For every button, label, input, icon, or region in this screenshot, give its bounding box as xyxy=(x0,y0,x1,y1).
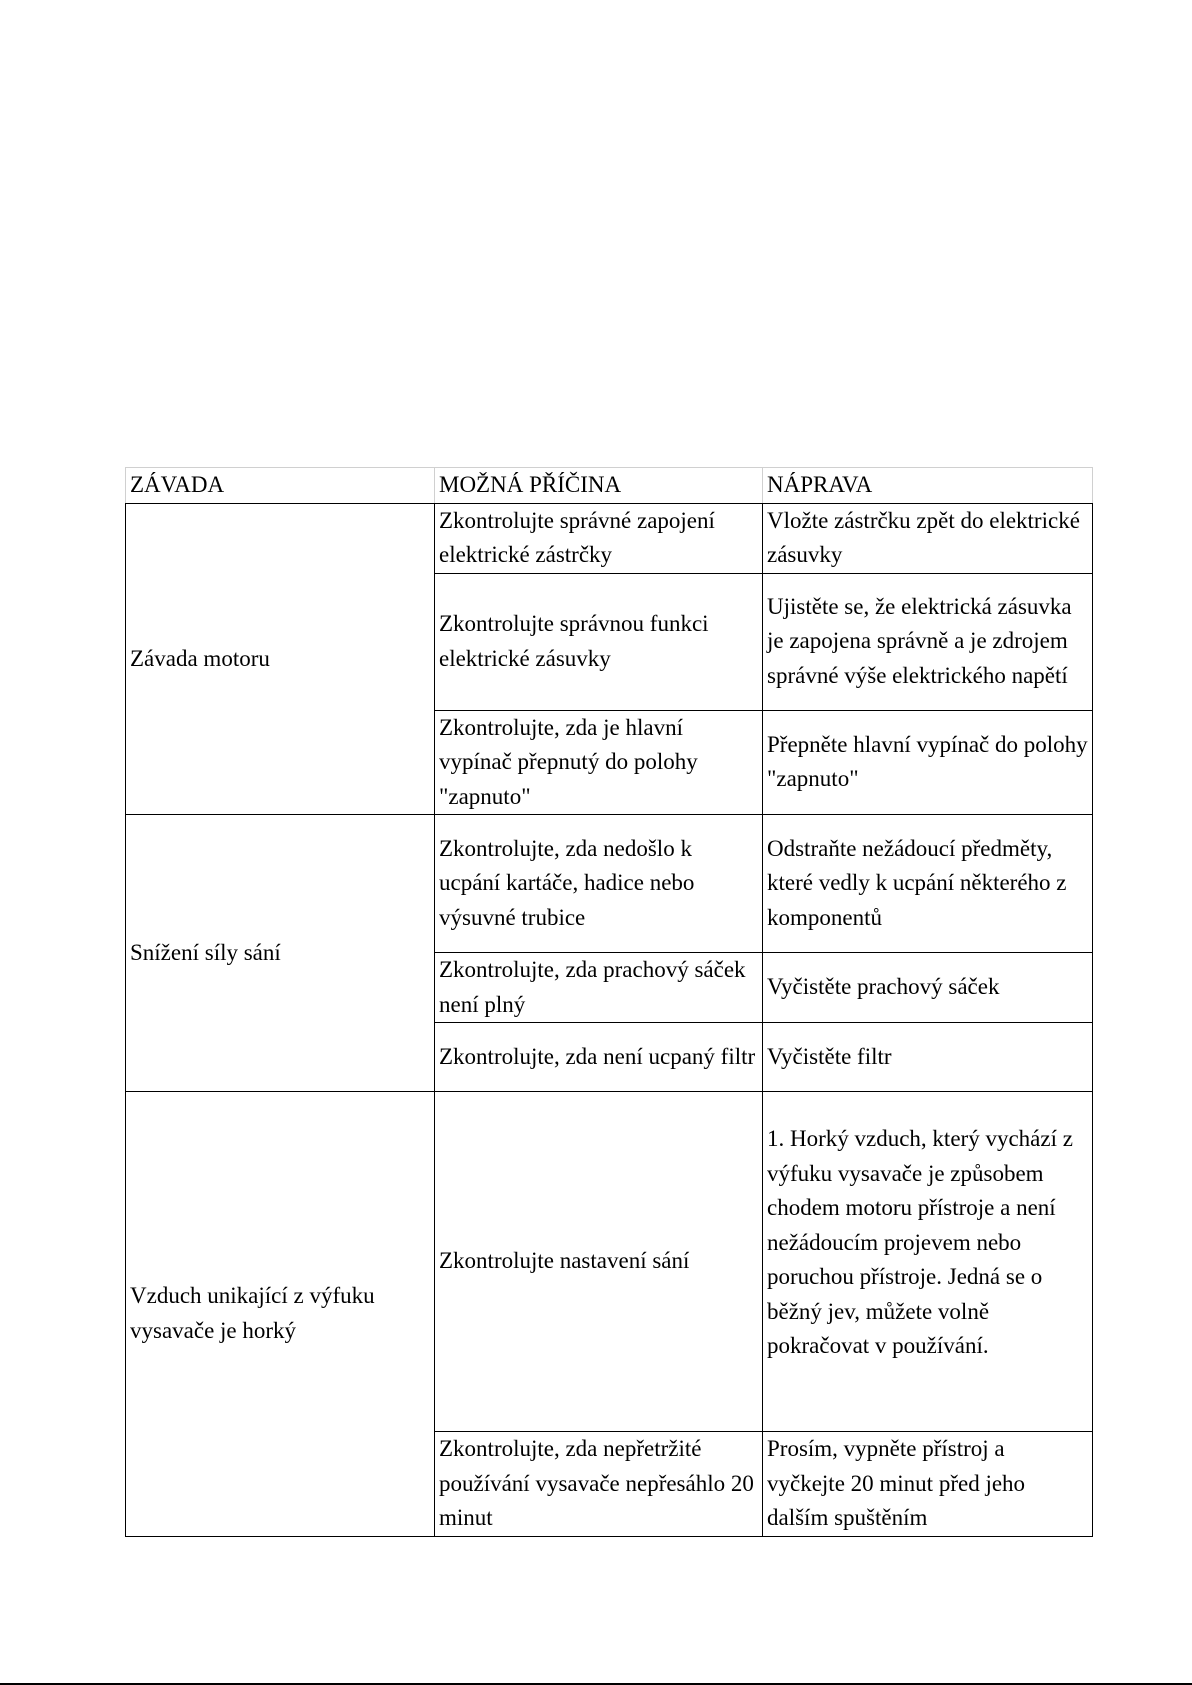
cause-cell: Zkontrolujte, zda nedošlo k ucpání kartáče, hadice nebo výsuvné trubice xyxy=(435,815,763,953)
remedy-cell: 1. Horký vzduch, který vychází z výfuku vysavače je způsobem chodem motoru přístroje a není nežádoucím projevem nebo poruchou přístroje. Jedná se o běžný jev, můžete volně pokračovat v používání. xyxy=(763,1092,1093,1432)
cause-cell: Zkontrolujte, zda není ucpaný filtr xyxy=(435,1023,763,1092)
fault-cell: Závada motoru xyxy=(126,503,435,815)
remedy-cell: Ujistěte se, že elektrická zásuvka je zapojena správně a je zdrojem správné výše elektrického napětí xyxy=(763,573,1093,710)
remedy-cell: Vyčistěte prachový sáček xyxy=(763,953,1093,1023)
troubleshooting-table xyxy=(125,467,1093,1537)
remedy-cell: Přepněte hlavní vypínač do polohy "zapnuto" xyxy=(763,710,1093,815)
fault-cell: Snížení síly sání xyxy=(126,815,435,1092)
header-cause: MOŽNÁ PŘÍČINA xyxy=(435,468,763,504)
table-row xyxy=(126,815,1093,953)
remedy-cell: Odstraňte nežádoucí předměty, které vedly k ucpání některého z komponentů xyxy=(763,815,1093,953)
header-remedy: NÁPRAVA xyxy=(763,468,1093,504)
cause-cell: Zkontrolujte, zda nepřetržité používání vysavače nepřesáhlo 20 minut xyxy=(435,1432,763,1537)
cause-cell: Zkontrolujte, zda je hlavní vypínač přepnutý do polohy "zapnuto" xyxy=(435,710,763,815)
table-header-row xyxy=(126,468,1093,504)
cause-cell: Zkontrolujte nastavení sání xyxy=(435,1092,763,1432)
remedy-cell: Prosím, vypněte přístroj a vyčkejte 20 minut před jeho dalším spuštěním xyxy=(763,1432,1093,1537)
header-fault: ZÁVADA xyxy=(126,468,435,504)
table-row xyxy=(126,503,1093,573)
fault-cell: Vzduch unikající z výfuku vysavače je horký xyxy=(126,1092,435,1537)
cause-cell: Zkontrolujte správnou funkci elektrické zásuvky xyxy=(435,573,763,710)
remedy-cell: Vyčistěte filtr xyxy=(763,1023,1093,1092)
remedy-cell: Vložte zástrčku zpět do elektrické zásuvky xyxy=(763,503,1093,573)
cause-cell: Zkontrolujte, zda prachový sáček není plný xyxy=(435,953,763,1023)
cause-cell: Zkontrolujte správné zapojení elektrické zástrčky xyxy=(435,503,763,573)
table-row xyxy=(126,1092,1093,1432)
